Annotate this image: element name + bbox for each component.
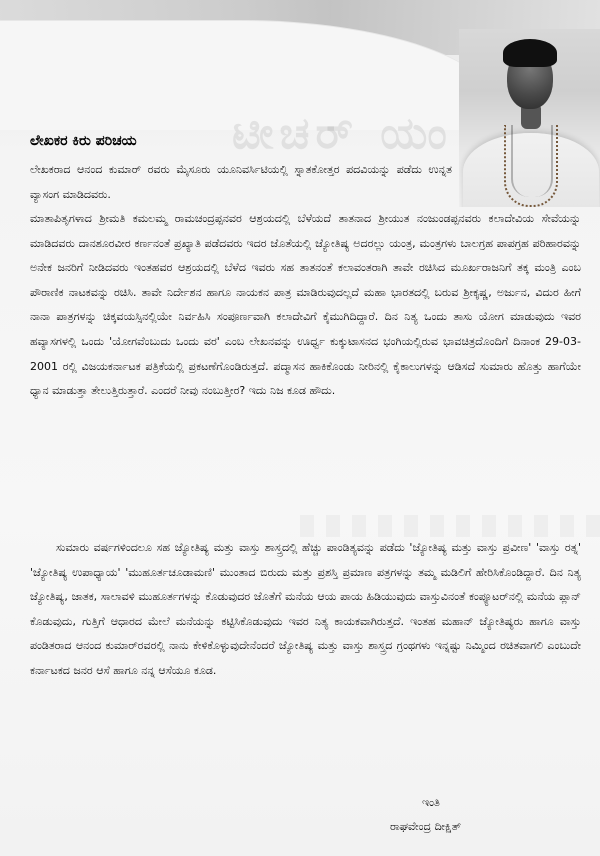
closing-text: ಇಂತಿ — [422, 796, 440, 809]
author-signature-name: ರಾಘವೇಂದ್ರ ದೀಕ್ಷಿತ್ — [390, 820, 462, 833]
author-photo-bead-necklace — [504, 125, 558, 207]
section-heading: ಲೇಖಕರ ಕಿರು ಪರಿಚಯ — [30, 133, 137, 149]
signature-block — [390, 791, 462, 839]
background-bleed-through — [300, 515, 600, 537]
background-watermark: ಟೀಚರ್ ಯಂ — [232, 108, 453, 159]
author-photo-hair — [503, 39, 557, 67]
author-photo — [459, 29, 600, 207]
paragraph-2: ಸುಮಾರು ವರ್ಷಗಳಿಂದಲೂ ಸಹ ಜ್ಯೋತಿಷ್ಯ ಮತ್ತು ವಾಸ್ತು ಶಾಸ್ತ್ರದಲ್ಲಿ ಹೆಚ್ಚು ಪಾಂಡಿತ್ಯವನ್ನು ಪಡೆದು 'ಜ್ಯೋತಿಷ್ಯ ಮತ್ತು ವಾಸ್ತು ಪ್ರವೀಣ' 'ವಾಸ್ತು ರತ್ನ' 'ಜ್ಯೋತಿಷ್ಯ ಉಪಾಧ್ಯಾಯ' 'ಮುಹೂರ್ತಚೂಡಾಮಣಿ' ಮುಂತಾದ ಬಿರುದು ಮತ್ತು ಪ್ರಶಸ್ತಿ ಪ್ರಮಾಣ ಪತ್ರಗಳನ್ನು ತಮ್ಮ ಮಡಿಲಿಗೆ ಹೇರಿಸಿಕೊಂಡಿದ್ದಾರೆ. ದಿನ ನಿತ್ಯ ಜ್ಯೋತಿಷ್ಯ, ಜಾತಕ, ಸಾಲಾವಳಿ ಮುಹೂರ್ತಗಳನ್ನು ಕೊಡುವುದರ ಜೊತೆಗೆ ಮನೆಯ ಆಯ ಪಾಯ ಹಿಡಿಯುವುದು ವಾಸ್ತುವಿನಂತೆ ಕಂಪ್ಯೂಟರ್‌ನಲ್ಲಿ ಮನೆಯ ಪ್ಲಾನ್ ಕೊಡುವುದು, ಗುತ್ತಿಗೆ ಆಧಾರದ ಮೇಲೆ ಮನೆಯನ್ನು ಕಟ್ಟಿಸಿಕೊಡುವುದು ಇವರ ನಿತ್ಯ ಕಾಯಕವಾಗಿರುತ್ತದೆ. ಇಂತಹ ಮಹಾನ್ ಜ್ಯೋತಿಷ್ಯರು ಹಾಗೂ ವಾಸ್ತು ಪಂಡಿತರಾದ ಆನಂದ ಕುಮಾರ್‌ರವರಲ್ಲಿ ನಾನು ಕೇಳಿಕೊಳ್ಳುವುದೇನೆಂದರೆ ಜ್ಯೋತಿಷ್ಯ ಮತ್ತು ವಾಸ್ತು ಶಾಸ್ತ್ರದ ಗ್ರಂಥಗಳು ಇನ್ನಷ್ಟು ನಿಮ್ಮಿಂದ ರಚಿತವಾಗಲಿ ಎಂಬುದೇ ಕರ್ನಾಟಕದ ಜನರ ಆಸೆ ಹಾಗೂ ನನ್ನ ಆಸೆಯೂ ಕೂಡ. — [30, 541, 581, 677]
paragraph-1: ಮಾತಾಪಿತೃಗಳಾದ ಶ್ರೀಮತಿ ಕಮಲಮ್ಮ ರಾಮಚಂದ್ರಪ್ಪನವರ ಆಶ್ರಯದಲ್ಲಿ ಬೆಳೆಯದೆ ತಾತನಾದ ಶ್ರೀಯುತ ನಂಜುಂಡಪ್ಪನವರು ಕಲಾದೇವಿಯ ಸೇವೆಯನ್ನು ಮಾಡಿದವರು ದಾನಶೂರವೀರ ಕರ್ಣನಂತೆ ಪ್ರಖ್ಯಾತಿ ಪಡೆದವರು ಇದರ ಜೊತೆಯಲ್ಲಿ ಜ್ಯೋತಿಷ್ಯ ಅದರಲ್ಲು ಯಂತ್ರ, ಮಂತ್ರಗಳು ಬಾಲಗ್ರಹ ಪಾಪಗ್ರಹ ಪರಿಹಾರವನ್ನು ಅನೇಕ ಜನರಿಗೆ ನೀಡಿದವರು ಇಂತಹವರ ಆಶ್ರಯದಲ್ಲಿ ಬೆಳೆದ ಇವರು ಸಹ ತಾತನಂತೆ ಕಲಾವಂತರಾಗಿ ತಾವೇ ರಚಿಸಿದ ಮೂರ್ಖರಾಜನಿಗೆ ತಕ್ಕ ಮಂತ್ರಿ ಎಂಬ ಪೌರಾಣಿಕ ನಾಟಕವನ್ನು ರಚಿಸಿ. ತಾವೇ ನಿರ್ದೇಶನ ಹಾಗೂ ನಾಯಕನ ಪಾತ್ರ ಮಾಡಿರುವುದಲ್ಲದೆ ಮಹಾ ಭಾರತದಲ್ಲಿ ಬರುವ ಶ್ರೀಕೃಷ್ಣ, ಅರ್ಜುನ, ವಿದುರ ಹೀಗೆ ನಾನಾ ಪಾತ್ರಗಳನ್ನು ಚಿಕ್ಕವಯಸ್ಸಿನಲ್ಲಿಯೇ ನಿರ್ವಹಿಸಿ ಸಂಪೂರ್ಣವಾಗಿ ಕಲಾದೇವಿಗೆ ಕೈಮುಗಿದಿದ್ದಾರೆ. ದಿನ ನಿತ್ಯ ಒಂದು ತಾಸು ಯೋಗ ಮಾಡುವುದು ಇವರ ಹವ್ಯಾಸಗಳಲ್ಲಿ ಒಂದು 'ಯೋಗವೆಂಬುದು ಒಂದು ವರ' ಎಂಬ ಲೇಖನವನ್ನು ಊರ್ಧ್ವ ಕುಕ್ಕುಟಾಸನದ ಭಂಗಿಯಲ್ಲಿರುವ ಭಾವಚಿತ್ರದೊಂದಿಗೆ ದಿನಾಂಕ 29-03-2001 ರಲ್ಲಿ ವಿಜಯಕರ್ನಾಟಕ ಪತ್ರಿಕೆಯಲ್ಲಿ ಪ್ರಕಟಣೆಗೊಂಡಿರುತ್ತದೆ. ಪದ್ಮಾಸನ ಹಾಕಿಕೊಂಡು ನೀರಿನಲ್ಲಿ ಕೈಕಾಲುಗಳನ್ನು ಆಡಿಸದೆ ಸುಮಾರು ಹೊತ್ತು ಹಾಗೆಯೇ ಧ್ಯಾನ ಮಾಡುತ್ತಾ ತೇಲುತ್ತಿರುತ್ತಾರೆ. ಎಂದರೆ ನೀವು ನಂಬುತ್ತೀರ? ಇದು ನಿಜ ಕೂಡ ಹೌದು. — [30, 212, 581, 398]
paragraph-1-lead: ಲೇಖಕರಾದ ಆನಂದ ಕುಮಾರ್ ರವರು ಮೈಸೂರು ಯೂನಿವರ್ಸಿಟಿಯಲ್ಲಿ ಸ್ನಾತಕೋತ್ತರ ಪದವಿಯನ್ನು ಪಡೆದು ಉನ್ನತ ವ್ಯಾಸಂಗ ಮಾಡಿದವರು. — [30, 163, 452, 201]
